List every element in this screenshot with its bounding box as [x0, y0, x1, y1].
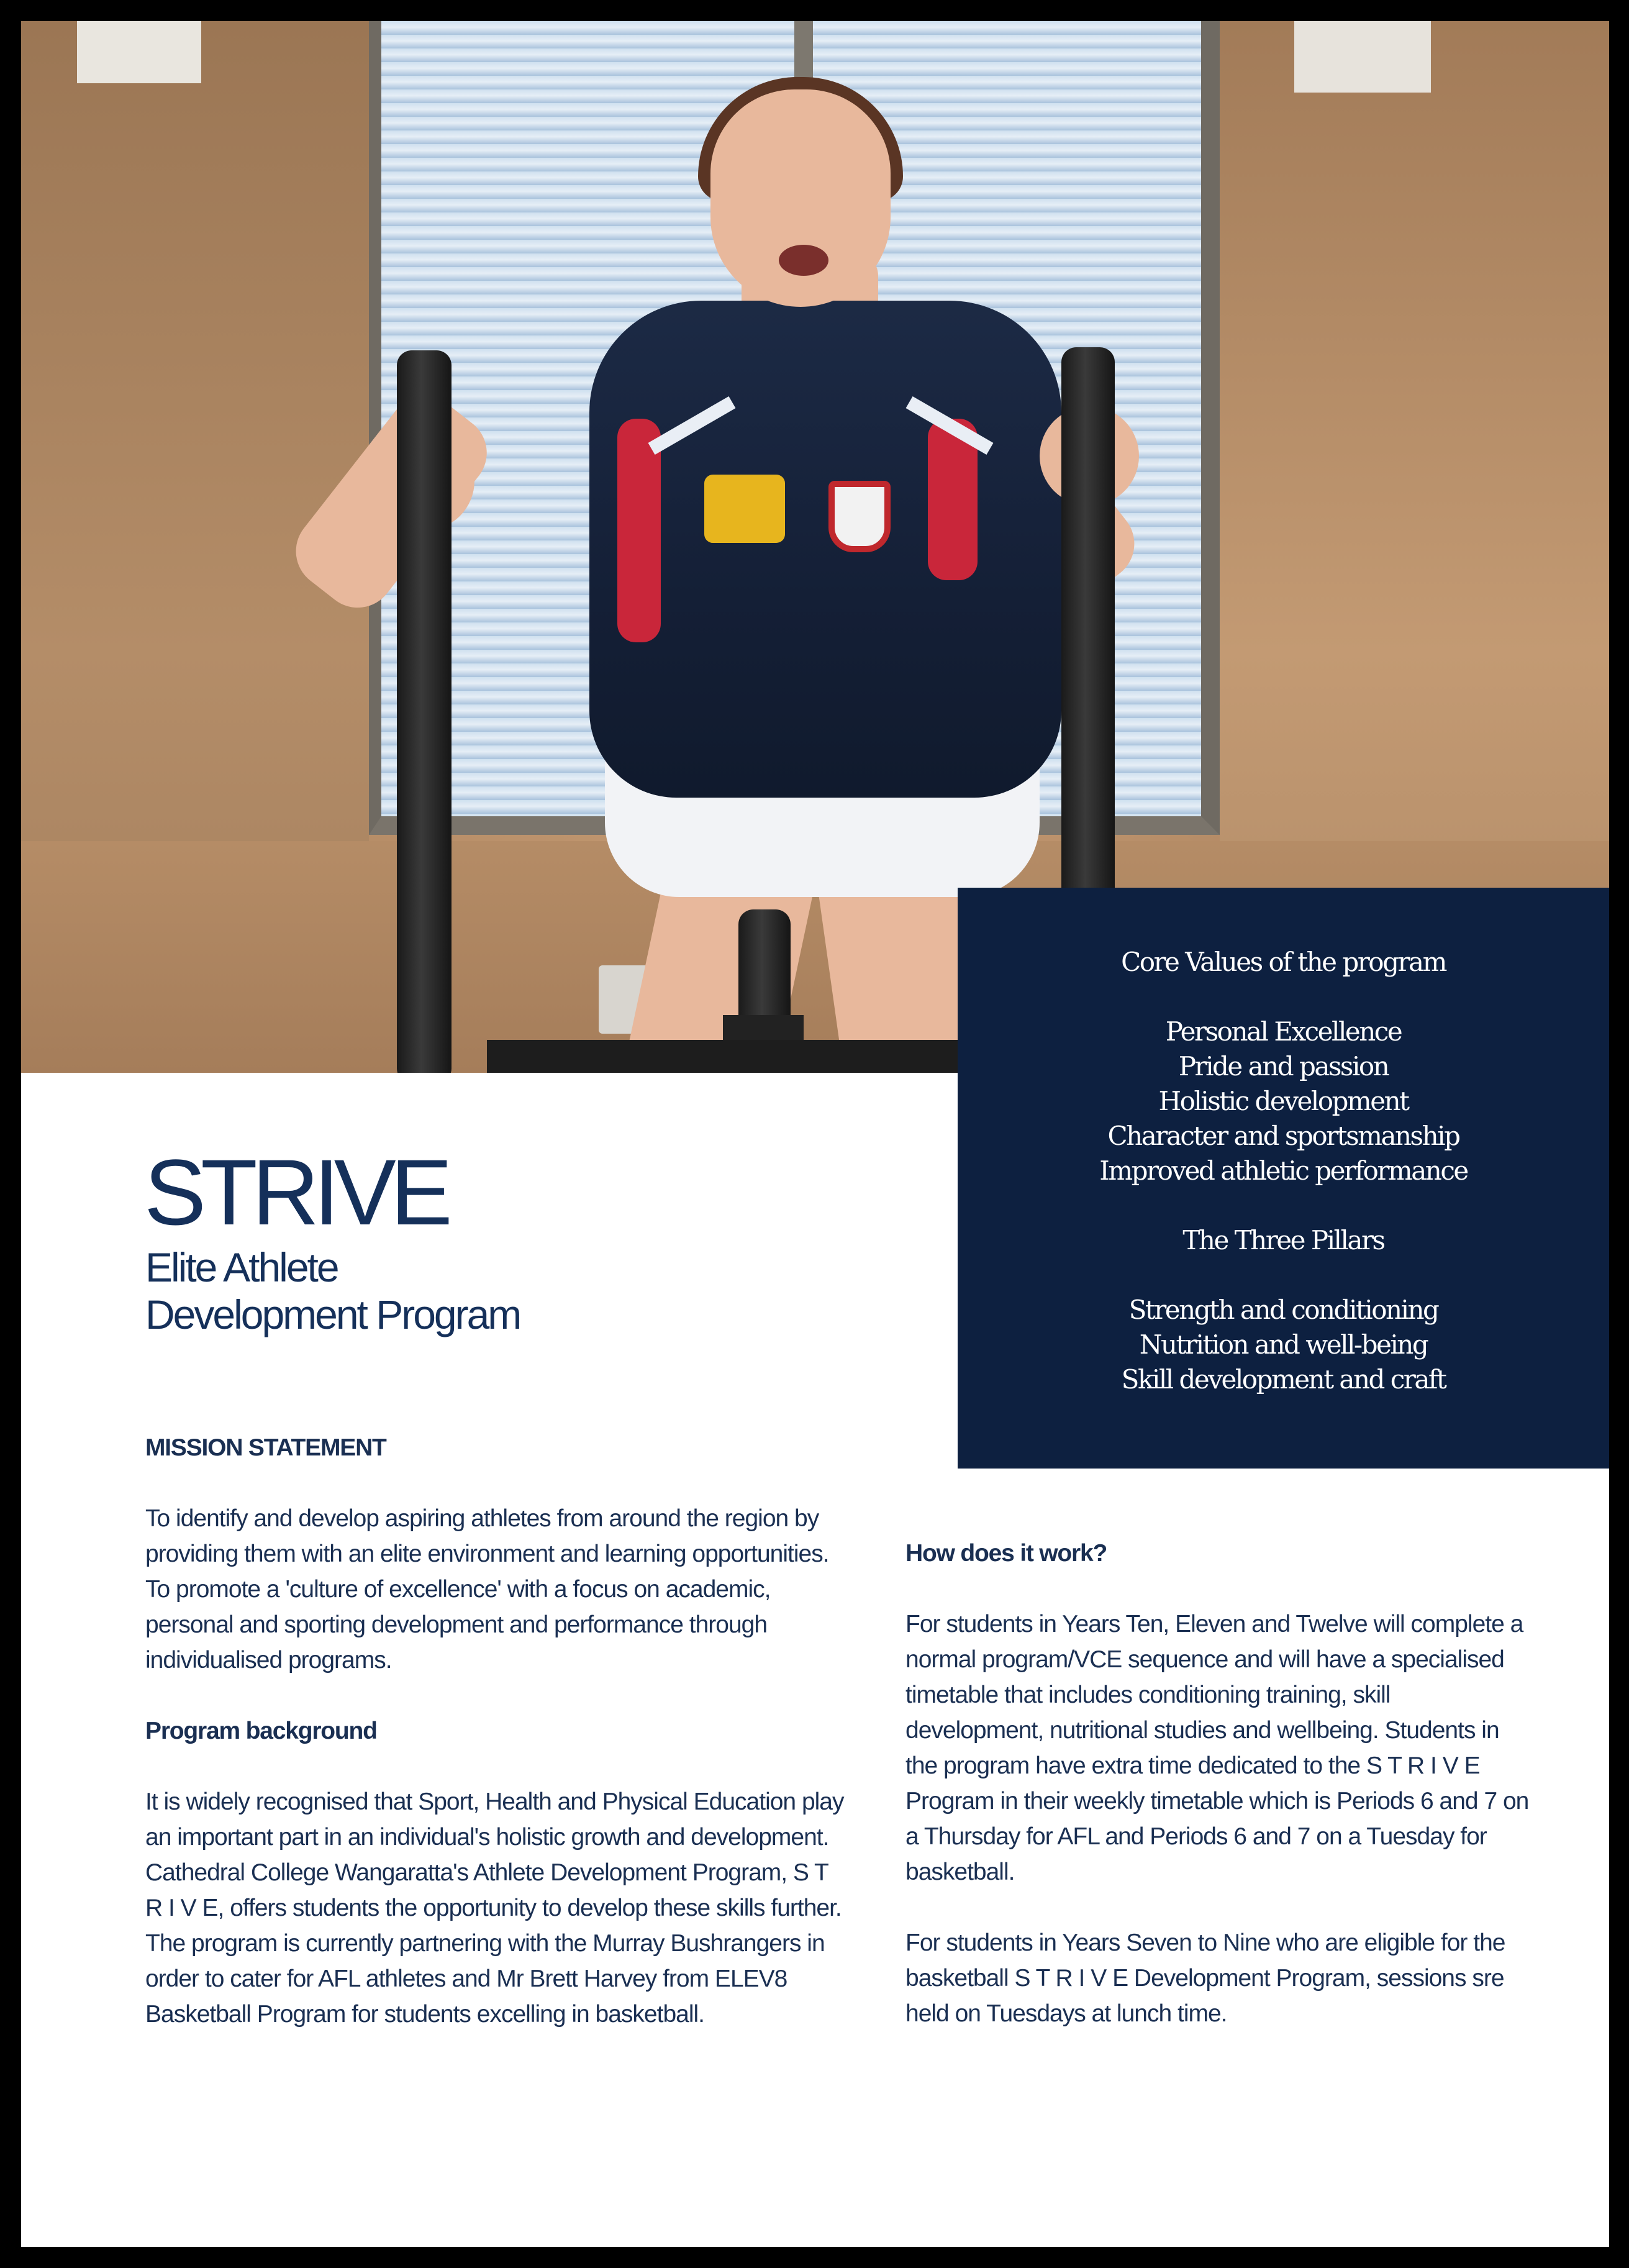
mission-text: To identify and develop aspiring athletes from around the region by providing them with an elite environment and learning opportunities. To promote a 'culture of excellence' with a focus on academic, personal and sporting development and performance through individualised programs. [145, 1505, 829, 1674]
values-panel [958, 888, 1609, 1469]
pillar-item: Strength and conditioning [1128, 1295, 1438, 1325]
photo-athlete-mouth [779, 245, 828, 276]
core-value-item: Improved athletic performance [1099, 1155, 1468, 1186]
pillar-item: Skill development and craft [1121, 1364, 1446, 1395]
text-spacer [905, 1571, 1533, 1606]
text-spacer [145, 1749, 847, 1784]
text-spacer [145, 1465, 847, 1501]
photo-wall-paper [1294, 21, 1431, 93]
photo-wall-paper [77, 21, 201, 83]
core-value-item: Pride and passion [1178, 1051, 1389, 1082]
pillars-heading: The Three Pillars [1182, 1225, 1384, 1255]
text-spacer [145, 1678, 847, 1713]
photo-sled-pole [397, 350, 451, 1073]
program-subtitle [145, 1244, 520, 1338]
program-title: STRIVE [144, 1140, 447, 1244]
mission-heading: MISSION STATEMENT [145, 1434, 386, 1461]
panel-spacer [958, 1188, 1609, 1223]
right-column [905, 1536, 1533, 2031]
subtitle-line: Elite Athlete [145, 1244, 338, 1290]
background-text: It is widely recognised that Sport, Health and Physical Education play an important part in an individual's holistic growth and development. Cathedral College Wangaratta's Athlete Development Program, S T R I V E, offers students the opportunity to develop these skills further. The program is currently partnering with the Murray Bushrangers in order to cater for AFL athletes and Mr Brett Harvey from ELEV8 Basketball Program for students excelling in basketball. [145, 1788, 844, 2028]
photo-club-logo [704, 475, 785, 543]
how-text-junior: For students in Years Seven to Nine who are eligible for the basketball S T R I V E Development Program, sessions sre held on Tuesdays at lunch time. [905, 1929, 1505, 2027]
background-heading: Program background [145, 1718, 377, 1744]
pillar-item: Nutrition and well-being [1139, 1329, 1428, 1360]
how-heading: How does it work? [905, 1540, 1107, 1567]
core-value-item: Personal Excellence [1165, 1016, 1402, 1047]
core-value-item: Character and sportsmanship [1107, 1121, 1459, 1151]
photo-school-crest [828, 481, 891, 552]
brochure-page [21, 21, 1609, 2247]
left-column [145, 1430, 847, 2032]
text-spacer [905, 1890, 1533, 1925]
core-value-item: Holistic development [1158, 1086, 1409, 1116]
subtitle-line: Development Program [145, 1291, 520, 1337]
how-text-senior: For students in Years Ten, Eleven and Twelve will complete a normal program/VCE sequence and will have a specialised timetable that includes conditioning training, skill development, nutritional studies and wellbeing. Students in the program have extra time dedicated to the S T R I V E Program in their weekly timetable which is Periods 6 and 7 on a Thursday for AFL and Periods 6 and 7 on a Tuesday for basketball. [905, 1611, 1529, 1885]
core-values-heading: Core Values of the program [1121, 947, 1446, 977]
